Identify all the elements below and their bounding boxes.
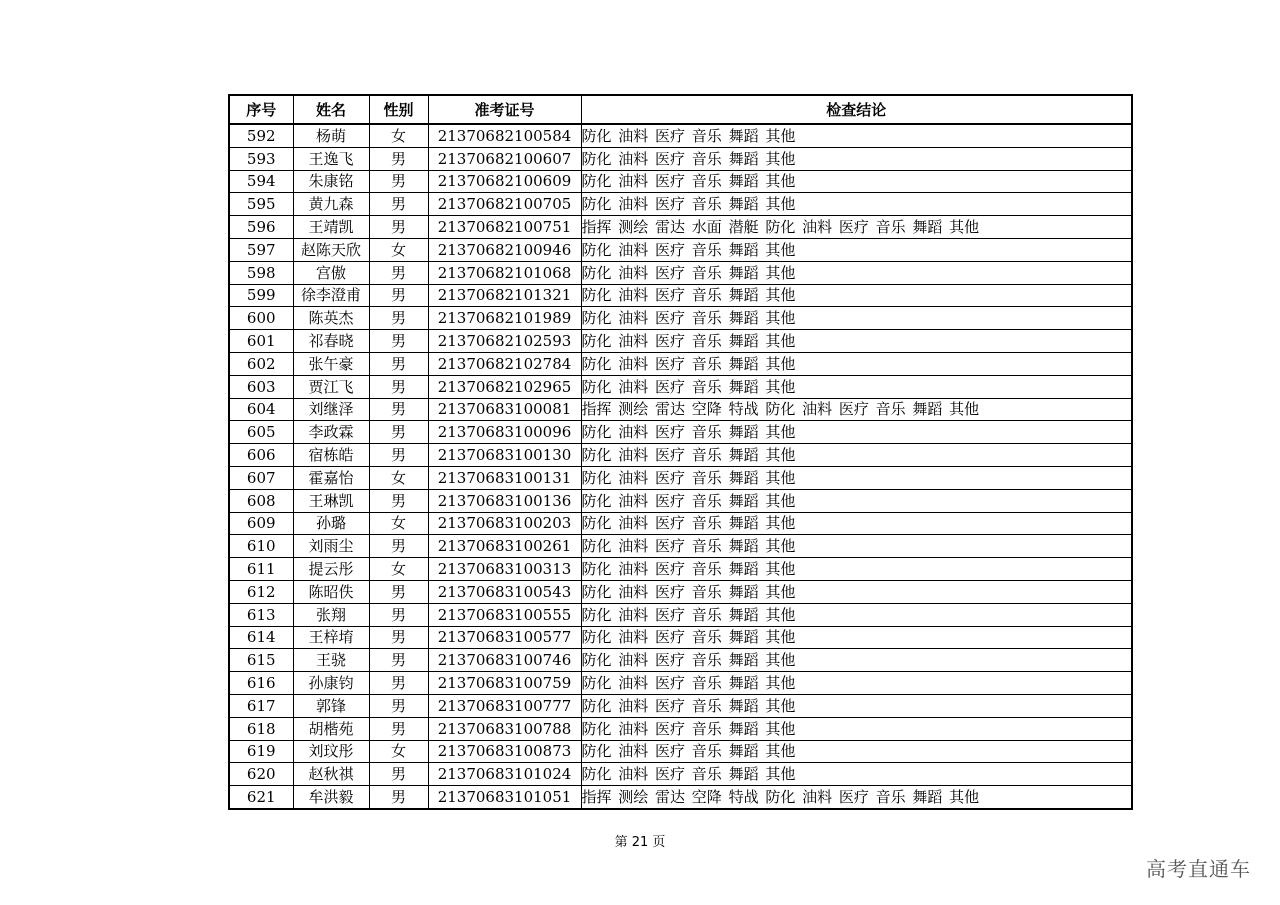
cell-exam-id: 21370683100777 bbox=[428, 694, 581, 717]
header-exam-id: 准考证号 bbox=[428, 95, 581, 124]
cell-result: 防化 油料 医疗 音乐 舞蹈 其他 bbox=[581, 147, 1132, 170]
cell-result: 防化 油料 医疗 音乐 舞蹈 其他 bbox=[581, 307, 1132, 330]
cell-exam-id: 21370683100873 bbox=[428, 740, 581, 763]
cell-seq: 596 bbox=[229, 216, 293, 239]
cell-seq: 621 bbox=[229, 786, 293, 809]
cell-result: 防化 油料 医疗 音乐 舞蹈 其他 bbox=[581, 193, 1132, 216]
cell-result: 防化 油料 医疗 音乐 舞蹈 其他 bbox=[581, 512, 1132, 535]
cell-gender: 男 bbox=[369, 694, 428, 717]
header-name: 姓名 bbox=[293, 95, 369, 124]
cell-seq: 610 bbox=[229, 535, 293, 558]
cell-gender: 男 bbox=[369, 375, 428, 398]
cell-result: 防化 油料 医疗 音乐 舞蹈 其他 bbox=[581, 466, 1132, 489]
cell-gender: 男 bbox=[369, 261, 428, 284]
cell-result: 防化 油料 医疗 音乐 舞蹈 其他 bbox=[581, 649, 1132, 672]
table-row bbox=[229, 421, 1132, 444]
cell-name: 王靖凯 bbox=[293, 216, 369, 239]
cell-seq: 598 bbox=[229, 261, 293, 284]
cell-result: 防化 油料 医疗 音乐 舞蹈 其他 bbox=[581, 352, 1132, 375]
table-row bbox=[229, 170, 1132, 193]
cell-name: 王梓堉 bbox=[293, 626, 369, 649]
cell-seq: 619 bbox=[229, 740, 293, 763]
table-row bbox=[229, 603, 1132, 626]
cell-gender: 男 bbox=[369, 330, 428, 353]
cell-seq: 597 bbox=[229, 238, 293, 261]
cell-gender: 男 bbox=[369, 193, 428, 216]
cell-gender: 男 bbox=[369, 444, 428, 467]
table-body bbox=[229, 124, 1132, 809]
cell-exam-id: 21370683100130 bbox=[428, 444, 581, 467]
cell-exam-id: 21370683100746 bbox=[428, 649, 581, 672]
cell-seq: 594 bbox=[229, 170, 293, 193]
cell-gender: 男 bbox=[369, 398, 428, 421]
table-row bbox=[229, 672, 1132, 695]
cell-seq: 606 bbox=[229, 444, 293, 467]
cell-result: 防化 油料 医疗 音乐 舞蹈 其他 bbox=[581, 489, 1132, 512]
cell-exam-id: 21370682100609 bbox=[428, 170, 581, 193]
cell-result: 防化 油料 医疗 音乐 舞蹈 其他 bbox=[581, 580, 1132, 603]
cell-gender: 女 bbox=[369, 558, 428, 581]
cell-exam-id: 21370682100946 bbox=[428, 238, 581, 261]
cell-name: 霍嘉怡 bbox=[293, 466, 369, 489]
table-row bbox=[229, 717, 1132, 740]
table-row bbox=[229, 558, 1132, 581]
page-number: 第 21 页 bbox=[614, 835, 666, 850]
cell-exam-id: 21370683100759 bbox=[428, 672, 581, 695]
table-row bbox=[229, 124, 1132, 147]
cell-gender: 男 bbox=[369, 580, 428, 603]
cell-name: 郭锋 bbox=[293, 694, 369, 717]
cell-exam-id: 21370682100705 bbox=[428, 193, 581, 216]
cell-gender: 男 bbox=[369, 603, 428, 626]
cell-name: 孙康钧 bbox=[293, 672, 369, 695]
cell-name: 牟洪毅 bbox=[293, 786, 369, 809]
cell-name: 王骁 bbox=[293, 649, 369, 672]
cell-result: 防化 油料 医疗 音乐 舞蹈 其他 bbox=[581, 626, 1132, 649]
cell-exam-id: 21370683100131 bbox=[428, 466, 581, 489]
cell-result: 防化 油料 医疗 音乐 舞蹈 其他 bbox=[581, 717, 1132, 740]
table-row bbox=[229, 466, 1132, 489]
cell-seq: 603 bbox=[229, 375, 293, 398]
cell-name: 李政霖 bbox=[293, 421, 369, 444]
cell-seq: 617 bbox=[229, 694, 293, 717]
cell-gender: 女 bbox=[369, 512, 428, 535]
cell-gender: 男 bbox=[369, 352, 428, 375]
cell-gender: 男 bbox=[369, 717, 428, 740]
cell-seq: 608 bbox=[229, 489, 293, 512]
cell-result: 防化 油料 医疗 音乐 舞蹈 其他 bbox=[581, 740, 1132, 763]
table-row bbox=[229, 444, 1132, 467]
cell-exam-id: 21370683100081 bbox=[428, 398, 581, 421]
cell-name: 刘雨尘 bbox=[293, 535, 369, 558]
cell-gender: 女 bbox=[369, 740, 428, 763]
cell-gender: 男 bbox=[369, 421, 428, 444]
table-row bbox=[229, 216, 1132, 239]
table-row bbox=[229, 626, 1132, 649]
cell-seq: 620 bbox=[229, 763, 293, 786]
header-result: 检查结论 bbox=[581, 95, 1132, 124]
header-gender: 性别 bbox=[369, 95, 428, 124]
cell-result: 防化 油料 医疗 音乐 舞蹈 其他 bbox=[581, 330, 1132, 353]
cell-gender: 男 bbox=[369, 649, 428, 672]
cell-seq: 614 bbox=[229, 626, 293, 649]
cell-name: 宫傲 bbox=[293, 261, 369, 284]
table-row bbox=[229, 330, 1132, 353]
cell-name: 杨萌 bbox=[293, 124, 369, 147]
table-row bbox=[229, 284, 1132, 307]
cell-gender: 男 bbox=[369, 786, 428, 809]
header-seq: 序号 bbox=[229, 95, 293, 124]
table-row bbox=[229, 261, 1132, 284]
cell-exam-id: 21370683100788 bbox=[428, 717, 581, 740]
table-header bbox=[229, 95, 1132, 124]
cell-exam-id: 21370683100555 bbox=[428, 603, 581, 626]
cell-seq: 604 bbox=[229, 398, 293, 421]
table-row bbox=[229, 352, 1132, 375]
cell-result: 指挥 测绘 雷达 水面 潜艇 防化 油料 医疗 音乐 舞蹈 其他 bbox=[581, 216, 1132, 239]
cell-exam-id: 21370683100543 bbox=[428, 580, 581, 603]
cell-name: 提云彤 bbox=[293, 558, 369, 581]
cell-gender: 女 bbox=[369, 238, 428, 261]
table-row bbox=[229, 649, 1132, 672]
cell-exam-id: 21370682101068 bbox=[428, 261, 581, 284]
cell-result: 防化 油料 医疗 音乐 舞蹈 其他 bbox=[581, 672, 1132, 695]
cell-name: 张翔 bbox=[293, 603, 369, 626]
cell-seq: 599 bbox=[229, 284, 293, 307]
cell-exam-id: 21370682102965 bbox=[428, 375, 581, 398]
cell-result: 防化 油料 医疗 音乐 舞蹈 其他 bbox=[581, 375, 1132, 398]
cell-seq: 618 bbox=[229, 717, 293, 740]
cell-name: 胡楷苑 bbox=[293, 717, 369, 740]
cell-exam-id: 21370683100261 bbox=[428, 535, 581, 558]
table-row bbox=[229, 786, 1132, 809]
cell-name: 赵陈天欣 bbox=[293, 238, 369, 261]
cell-gender: 女 bbox=[369, 124, 428, 147]
cell-result: 防化 油料 医疗 音乐 舞蹈 其他 bbox=[581, 558, 1132, 581]
cell-seq: 612 bbox=[229, 580, 293, 603]
cell-name: 赵秋祺 bbox=[293, 763, 369, 786]
cell-gender: 女 bbox=[369, 466, 428, 489]
cell-seq: 592 bbox=[229, 124, 293, 147]
cell-exam-id: 21370683100203 bbox=[428, 512, 581, 535]
cell-gender: 男 bbox=[369, 284, 428, 307]
cell-exam-id: 21370682102784 bbox=[428, 352, 581, 375]
cell-name: 徐李澄甫 bbox=[293, 284, 369, 307]
table-row bbox=[229, 375, 1132, 398]
header-row bbox=[229, 95, 1132, 124]
cell-result: 指挥 测绘 雷达 空降 特战 防化 油料 医疗 音乐 舞蹈 其他 bbox=[581, 786, 1132, 809]
cell-seq: 605 bbox=[229, 421, 293, 444]
cell-name: 黄九森 bbox=[293, 193, 369, 216]
cell-seq: 609 bbox=[229, 512, 293, 535]
cell-exam-id: 21370683100313 bbox=[428, 558, 581, 581]
cell-seq: 615 bbox=[229, 649, 293, 672]
cell-seq: 613 bbox=[229, 603, 293, 626]
cell-result: 防化 油料 医疗 音乐 舞蹈 其他 bbox=[581, 170, 1132, 193]
exam-results-table bbox=[228, 94, 1133, 810]
cell-exam-id: 21370682100751 bbox=[428, 216, 581, 239]
cell-result: 防化 油料 医疗 音乐 舞蹈 其他 bbox=[581, 603, 1132, 626]
cell-name: 刘玟彤 bbox=[293, 740, 369, 763]
table-row bbox=[229, 535, 1132, 558]
cell-exam-id: 21370683100577 bbox=[428, 626, 581, 649]
cell-result: 防化 油料 医疗 音乐 舞蹈 其他 bbox=[581, 763, 1132, 786]
cell-gender: 男 bbox=[369, 216, 428, 239]
table-row bbox=[229, 489, 1132, 512]
cell-name: 张午豪 bbox=[293, 352, 369, 375]
cell-name: 宿栋皓 bbox=[293, 444, 369, 467]
table-row bbox=[229, 398, 1132, 421]
watermark-logo: 高考直通车 bbox=[1146, 857, 1251, 881]
cell-name: 王逸飞 bbox=[293, 147, 369, 170]
table-row bbox=[229, 740, 1132, 763]
cell-name: 刘继泽 bbox=[293, 398, 369, 421]
cell-result: 防化 油料 医疗 音乐 舞蹈 其他 bbox=[581, 421, 1132, 444]
cell-exam-id: 21370682102593 bbox=[428, 330, 581, 353]
cell-name: 陈昭佚 bbox=[293, 580, 369, 603]
cell-exam-id: 21370682100607 bbox=[428, 147, 581, 170]
table-row bbox=[229, 694, 1132, 717]
cell-name: 祁春晓 bbox=[293, 330, 369, 353]
cell-result: 防化 油料 医疗 音乐 舞蹈 其他 bbox=[581, 694, 1132, 717]
cell-gender: 男 bbox=[369, 170, 428, 193]
cell-gender: 男 bbox=[369, 489, 428, 512]
table-row bbox=[229, 763, 1132, 786]
cell-exam-id: 21370682101989 bbox=[428, 307, 581, 330]
cell-result: 指挥 测绘 雷达 空降 特战 防化 油料 医疗 音乐 舞蹈 其他 bbox=[581, 398, 1132, 421]
cell-result: 防化 油料 医疗 音乐 舞蹈 其他 bbox=[581, 444, 1132, 467]
cell-result: 防化 油料 医疗 音乐 舞蹈 其他 bbox=[581, 238, 1132, 261]
cell-gender: 男 bbox=[369, 307, 428, 330]
cell-exam-id: 21370682101321 bbox=[428, 284, 581, 307]
cell-exam-id: 21370683100136 bbox=[428, 489, 581, 512]
cell-exam-id: 21370683101051 bbox=[428, 786, 581, 809]
cell-result: 防化 油料 医疗 音乐 舞蹈 其他 bbox=[581, 261, 1132, 284]
cell-result: 防化 油料 医疗 音乐 舞蹈 其他 bbox=[581, 124, 1132, 147]
cell-gender: 男 bbox=[369, 147, 428, 170]
table-row bbox=[229, 147, 1132, 170]
cell-exam-id: 21370683101024 bbox=[428, 763, 581, 786]
cell-name: 贾江飞 bbox=[293, 375, 369, 398]
cell-name: 朱康铭 bbox=[293, 170, 369, 193]
cell-result: 防化 油料 医疗 音乐 舞蹈 其他 bbox=[581, 535, 1132, 558]
cell-exam-id: 21370682100584 bbox=[428, 124, 581, 147]
cell-seq: 602 bbox=[229, 352, 293, 375]
cell-name: 陈英杰 bbox=[293, 307, 369, 330]
table-row bbox=[229, 580, 1132, 603]
cell-gender: 男 bbox=[369, 672, 428, 695]
cell-seq: 595 bbox=[229, 193, 293, 216]
cell-gender: 男 bbox=[369, 626, 428, 649]
cell-result: 防化 油料 医疗 音乐 舞蹈 其他 bbox=[581, 284, 1132, 307]
table-row bbox=[229, 193, 1132, 216]
table-row bbox=[229, 307, 1132, 330]
cell-seq: 611 bbox=[229, 558, 293, 581]
cell-gender: 男 bbox=[369, 763, 428, 786]
cell-exam-id: 21370683100096 bbox=[428, 421, 581, 444]
cell-seq: 601 bbox=[229, 330, 293, 353]
table-row bbox=[229, 238, 1132, 261]
cell-gender: 男 bbox=[369, 535, 428, 558]
cell-name: 孙璐 bbox=[293, 512, 369, 535]
table-row bbox=[229, 512, 1132, 535]
cell-seq: 593 bbox=[229, 147, 293, 170]
cell-seq: 616 bbox=[229, 672, 293, 695]
cell-seq: 607 bbox=[229, 466, 293, 489]
cell-seq: 600 bbox=[229, 307, 293, 330]
cell-name: 王琳凯 bbox=[293, 489, 369, 512]
